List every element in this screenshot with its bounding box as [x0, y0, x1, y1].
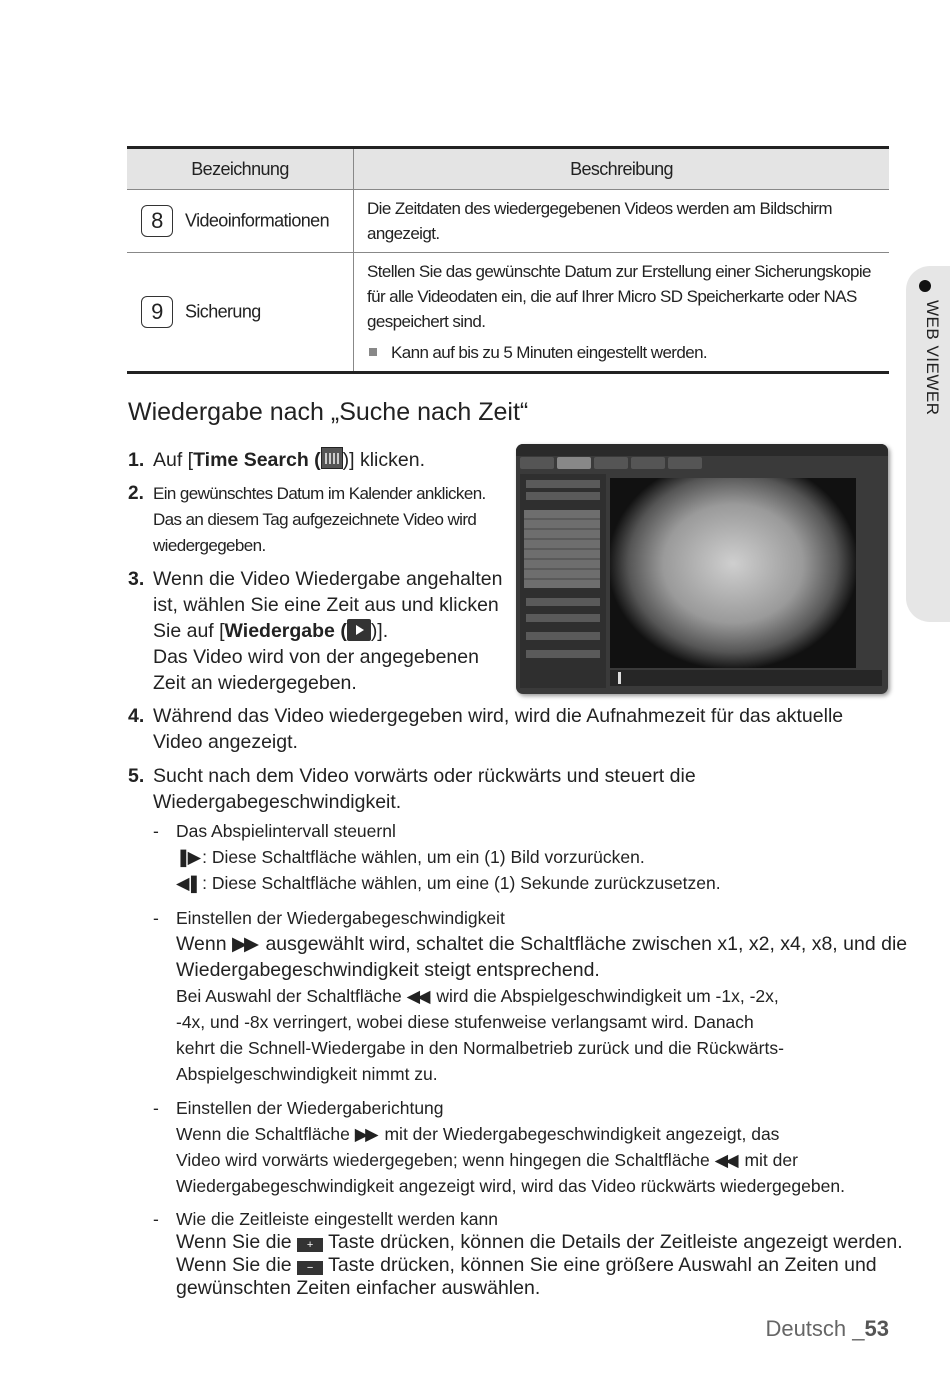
play-icon: [347, 619, 371, 641]
rewind-icon: ◀◀: [714, 1150, 736, 1170]
note-icon: [369, 348, 377, 356]
section-title: Wiedergabe nach „Suche nach Zeit“: [128, 398, 529, 426]
bullet-playback-speed: - Einstellen der Wiedergabegeschwindigkeit Wenn ▶▶ ausgewählt wird, schaltet die Schaltfläche zwischen x1, x2, x4, x8, und die Wiedergabegeschwindigkeit steigt entsprechend. Bei Auswahl der Schaltfläche ◀◀ wird die Abspielgeschwindigkeit um -1x, -2x, -4x, und -8x verringert, wobei diese stufenweise verlangsamt wird. Danach kehrt die Schnell-Wiedergabe in den Normalbetrieb zurück und die Rückwärts- Abspielgeschwindigkeit nimmt zu.: [153, 908, 908, 1084]
item-number-badge: 9: [141, 296, 173, 328]
bullet-playback-interval: - Das Abspielintervall steuernl ❚▶ : Diese Schaltfläche wählen, um ein (1) Bild vorzurücken. ◀❚ : Diese Schaltfläche wählen, um eine (1) Sekunde zurückzusetzen.: [153, 818, 721, 896]
bullet-timeline: - Wie die Zeitleiste eingestellt werden kann Wenn Sie die + Taste drücken, können die Details der Zeitleiste angezeigt werden. Wenn Sie die − Taste drücken, können Sie eine größere Auswahl an Zeiten und gewünschten Zeiten einfacher auswählen.: [153, 1209, 903, 1299]
step-3: 3. Wenn die Video Wiedergabe angehalten ist, wählen Sie eine Zeit aus und klicken Sie auf [Wiedergabe ( )]. Das Video wird von der angegebenen Zeit an wiedergegeben.: [128, 568, 503, 694]
item-name: Videoinformationen: [185, 210, 329, 231]
page-number: 53: [864, 1316, 889, 1341]
step-forward-icon: ❚▶: [176, 847, 199, 867]
column-header-description: Beschreibung: [354, 148, 890, 190]
zoom-in-icon: +: [297, 1238, 323, 1252]
step-2: 2. Ein gewünschtes Datum im Kalender anklicken. Das an diesem Tag aufgezeichnete Video wird wiedergegeben.: [128, 483, 486, 555]
web-viewer-screenshot: [516, 444, 888, 694]
item-number-badge: 8: [141, 205, 173, 237]
page-footer: Deutsch _53: [765, 1316, 889, 1341]
item-name: Sicherung: [185, 301, 261, 322]
fast-forward-icon: ▶▶: [232, 933, 257, 955]
item-description: Stellen Sie das gewünschte Datum zur Erstellung einer Sicherungskopie für alle Videodaten ein, die auf Ihrer Micro SD Speicherkarte oder NAS gespeichert sind. Kann auf bis zu 5 Minuten eingestellt werden.: [354, 253, 890, 373]
zoom-out-icon: −: [297, 1261, 323, 1275]
bullet-playback-direction: - Einstellen der Wiedergaberichtung Wenn die Schaltfläche ▶▶ mit der Wiedergabegeschwindigkeit angezeigt, das Video wird vorwärts wiedergegeben; wenn hingegen die Schaltfläche ◀◀ mit der Wiedergabegeschwindigkeit angezeigt wird, wird das Video rückwärts wiedergegeben.: [153, 1098, 845, 1196]
step-1: 1. Auf [Time Search ( )] klicken.: [128, 449, 425, 471]
rewind-icon: ◀◀: [406, 986, 428, 1006]
step-4: 4. Während das Video wiedergegeben wird, wird die Aufnahmezeit für das aktuelle Video angezeigt.: [128, 705, 844, 753]
column-header-name: Bezeichnung: [127, 148, 354, 190]
timeline-bar: [610, 670, 882, 686]
bullet-dot-icon: [919, 280, 931, 292]
fast-forward-icon: ▶▶: [354, 1124, 376, 1144]
step-5: 5. Sucht nach dem Video vorwärts oder rückwärts und steuert die Wiedergabegeschwindigkeit.: [128, 765, 696, 813]
section-side-tab: [906, 266, 950, 622]
search-panel: [520, 474, 606, 688]
side-tab-label: WEB VIEWER: [923, 300, 942, 416]
item-description: Die Zeitdaten des wiedergegebenen Videos werden am Bildschirm angezeigt.: [354, 190, 890, 253]
step-back-icon: ◀❚: [176, 873, 199, 893]
fisheye-video-frame: [610, 478, 856, 668]
table-row: [127, 190, 889, 253]
description-table: [127, 146, 889, 374]
calendar-icon: [321, 447, 343, 469]
calendar-grid: [524, 510, 600, 588]
note: Kann auf bis zu 5 Minuten eingestellt werden.: [367, 340, 879, 365]
table-row: [127, 253, 889, 373]
